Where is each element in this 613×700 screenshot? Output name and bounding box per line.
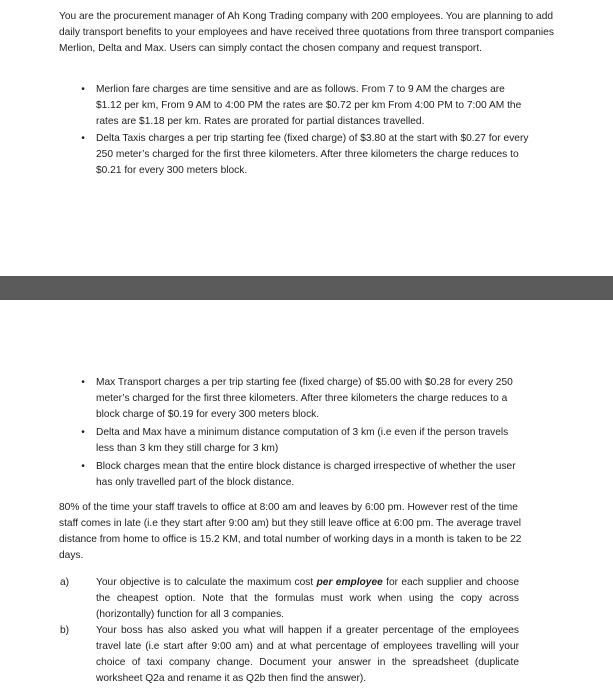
page-break-bar — [0, 276, 613, 300]
task-text: Your boss has also asked you what will happen if a greater percentage of the employees travel late (i.e start after 9:00 am) and at what percentage of employees travelling will your choice of taxi company change. Document your answer in the spreadsheet (duplicate worksheet Q2a and rename it as Q2b then find the answer). — [96, 625, 519, 684]
bullet-icon: • — [81, 461, 85, 472]
page-top — [0, 0, 613, 272]
list-item-delta — [59, 131, 529, 179]
list-item-text: Block charges mean that the entire block distance is charged irrespective of whether the user has only travelled part of the block distance. — [96, 461, 516, 488]
list-item-text: Max Transport charges a per trip starting fee (fixed charge) of $5.00 with $0.28 for every 250 meter’s charged for the first three kilometers. After three kilometers the charge reduces to a block charge of $0.19 for every 300 meters block. — [96, 377, 513, 420]
list-item-max — [59, 375, 529, 423]
list-item-block-charges — [59, 459, 529, 491]
bullet-icon: • — [81, 427, 85, 438]
staff-travel-paragraph: 80% of the time your staff travels to office at 8:00 am and leaves by 6:00 pm. However rest of the time staff comes in late (i.e they start after 9:00 am) but they still leave office at 6:00 pm. The average travel distance from home to office is 15.2 KM, and total number of working days in a month is taken to be 22 days. — [59, 502, 522, 561]
list-item-minimum-distance — [59, 425, 529, 457]
task-text — [96, 577, 519, 620]
list-item-text: Delta and Max have a minimum distance computation of 3 km (i.e even if the person travels less than 3 km they still charge for 3 km) — [96, 427, 509, 454]
bullet-icon: • — [81, 133, 85, 144]
task-label: b) — [60, 625, 70, 636]
task-text-end: for each supplier and choose the cheapest option. Note that the formulas must work when using the copy across (horizontally) function for all 3 companies. — [96, 577, 519, 620]
task-label: a) — [60, 577, 70, 588]
task-list — [59, 575, 519, 687]
list-item-merlion — [59, 82, 529, 130]
intro-paragraph: You are the procurement manager of Ah Kong Trading company with 200 employees. You are planning to add daily transport benefits to your employees and have received three quotations from three transport companies Merlion, Delta and Max. Users can simply contact the chosen company and request transport. — [59, 11, 554, 54]
page-bottom — [0, 300, 613, 700]
bullet-icon: • — [81, 84, 85, 95]
list-item-text: Delta Taxis charges a per trip starting fee (fixed charge) of $3.80 at the start with $0.27 for every 250 meter’s charged for the first three kilometers. After three kilometers the charge reduces to $0.21 for every 300 meters block. — [96, 133, 529, 176]
task-a — [59, 575, 519, 623]
task-b — [59, 623, 519, 687]
quotation-list-top — [59, 82, 529, 179]
task-text-start: Your objective is to calculate the maximum cost — [96, 577, 317, 588]
quotation-list-bottom — [59, 375, 529, 491]
list-item-text: Merlion fare charges are time sensitive and are as follows. From 7 to 9 AM the charges are $1.12 per km, From 9 AM to 4:00 PM the rates are $0.72 per km From 4:00 PM to 7:00 AM the rates are $1.18 per km. Rates are prorated for partial distances travelled. — [96, 84, 522, 127]
bullet-icon: • — [81, 377, 85, 388]
task-emphasis: per employee — [316, 577, 383, 588]
